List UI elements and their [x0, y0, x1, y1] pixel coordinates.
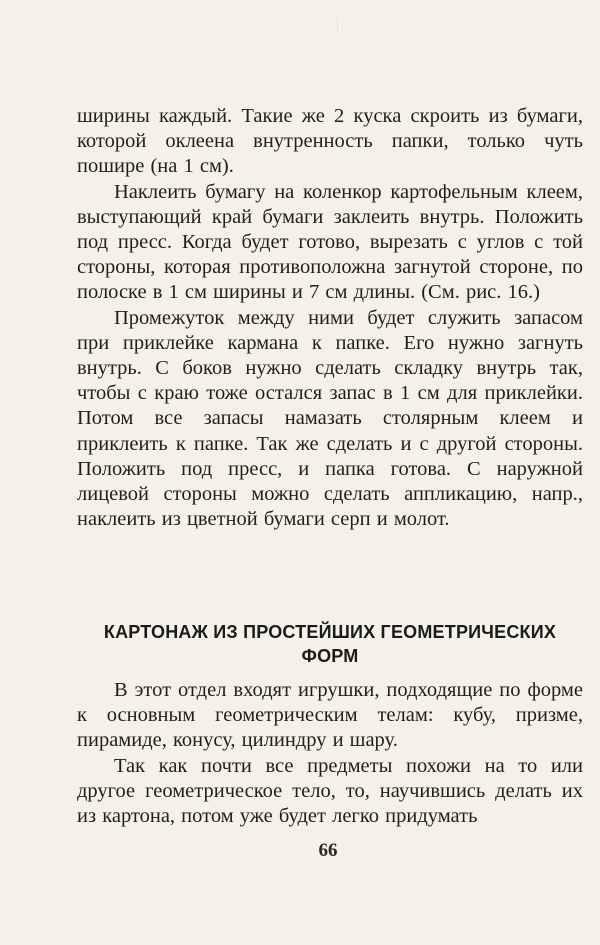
paragraph: ширины каждый. Такие же 2 куска скроить из бумаги, которой оклеена внутренность папки, только чуть пошире (на 1 см). — [77, 105, 583, 178]
paragraph: Наклеить бумагу на коленкор картофельным клеем, выступающий край бумаги заклеить внутрь. Положить под пресс. Когда будет готово, вырезать с углов с той стороны, которая противоположна загнутой стороне, по полоске в 1 см ширины и 7 см длины. (См. рис. 16.) — [77, 180, 583, 304]
paper-mark — [337, 18, 338, 31]
paragraph: Так как почти все предметы похожи на то или другое геометрическое тело, то, научившись делать их из картона, потом уже будет легко придумать — [77, 754, 583, 828]
text-block-bottom — [77, 678, 583, 829]
section-heading: КАРТОНАЖ ИЗ ПРОСТЕЙШИХ ГЕОМЕТРИЧЕСКИХ ФОРМ — [103, 622, 557, 666]
paragraph: В этот отдел входят игрушки, подходящие по форме к основным геометрическим телам: кубу, призме, пирамиде, конусу, цилиндру и шару. — [77, 679, 583, 752]
text-block-top — [77, 104, 583, 532]
page-number: 66 — [318, 840, 338, 861]
paragraph: Промежуток между ними будет служить запасом при приклейке кармана к папке. Его нужно загнуть внутрь. С боков нужно сделать складку внутрь так, чтобы с краю тоже остался запас в 1 см для приклейки. Потом все запасы намазать столярным клеем и приклеить к папке. Так же сделать и с другой стороны. Положить под пресс, и папка готова. С наружной лицевой стороны можно сделать аппликацию, напр., наклеить из цветной бумаги серп и молот. — [77, 306, 583, 531]
